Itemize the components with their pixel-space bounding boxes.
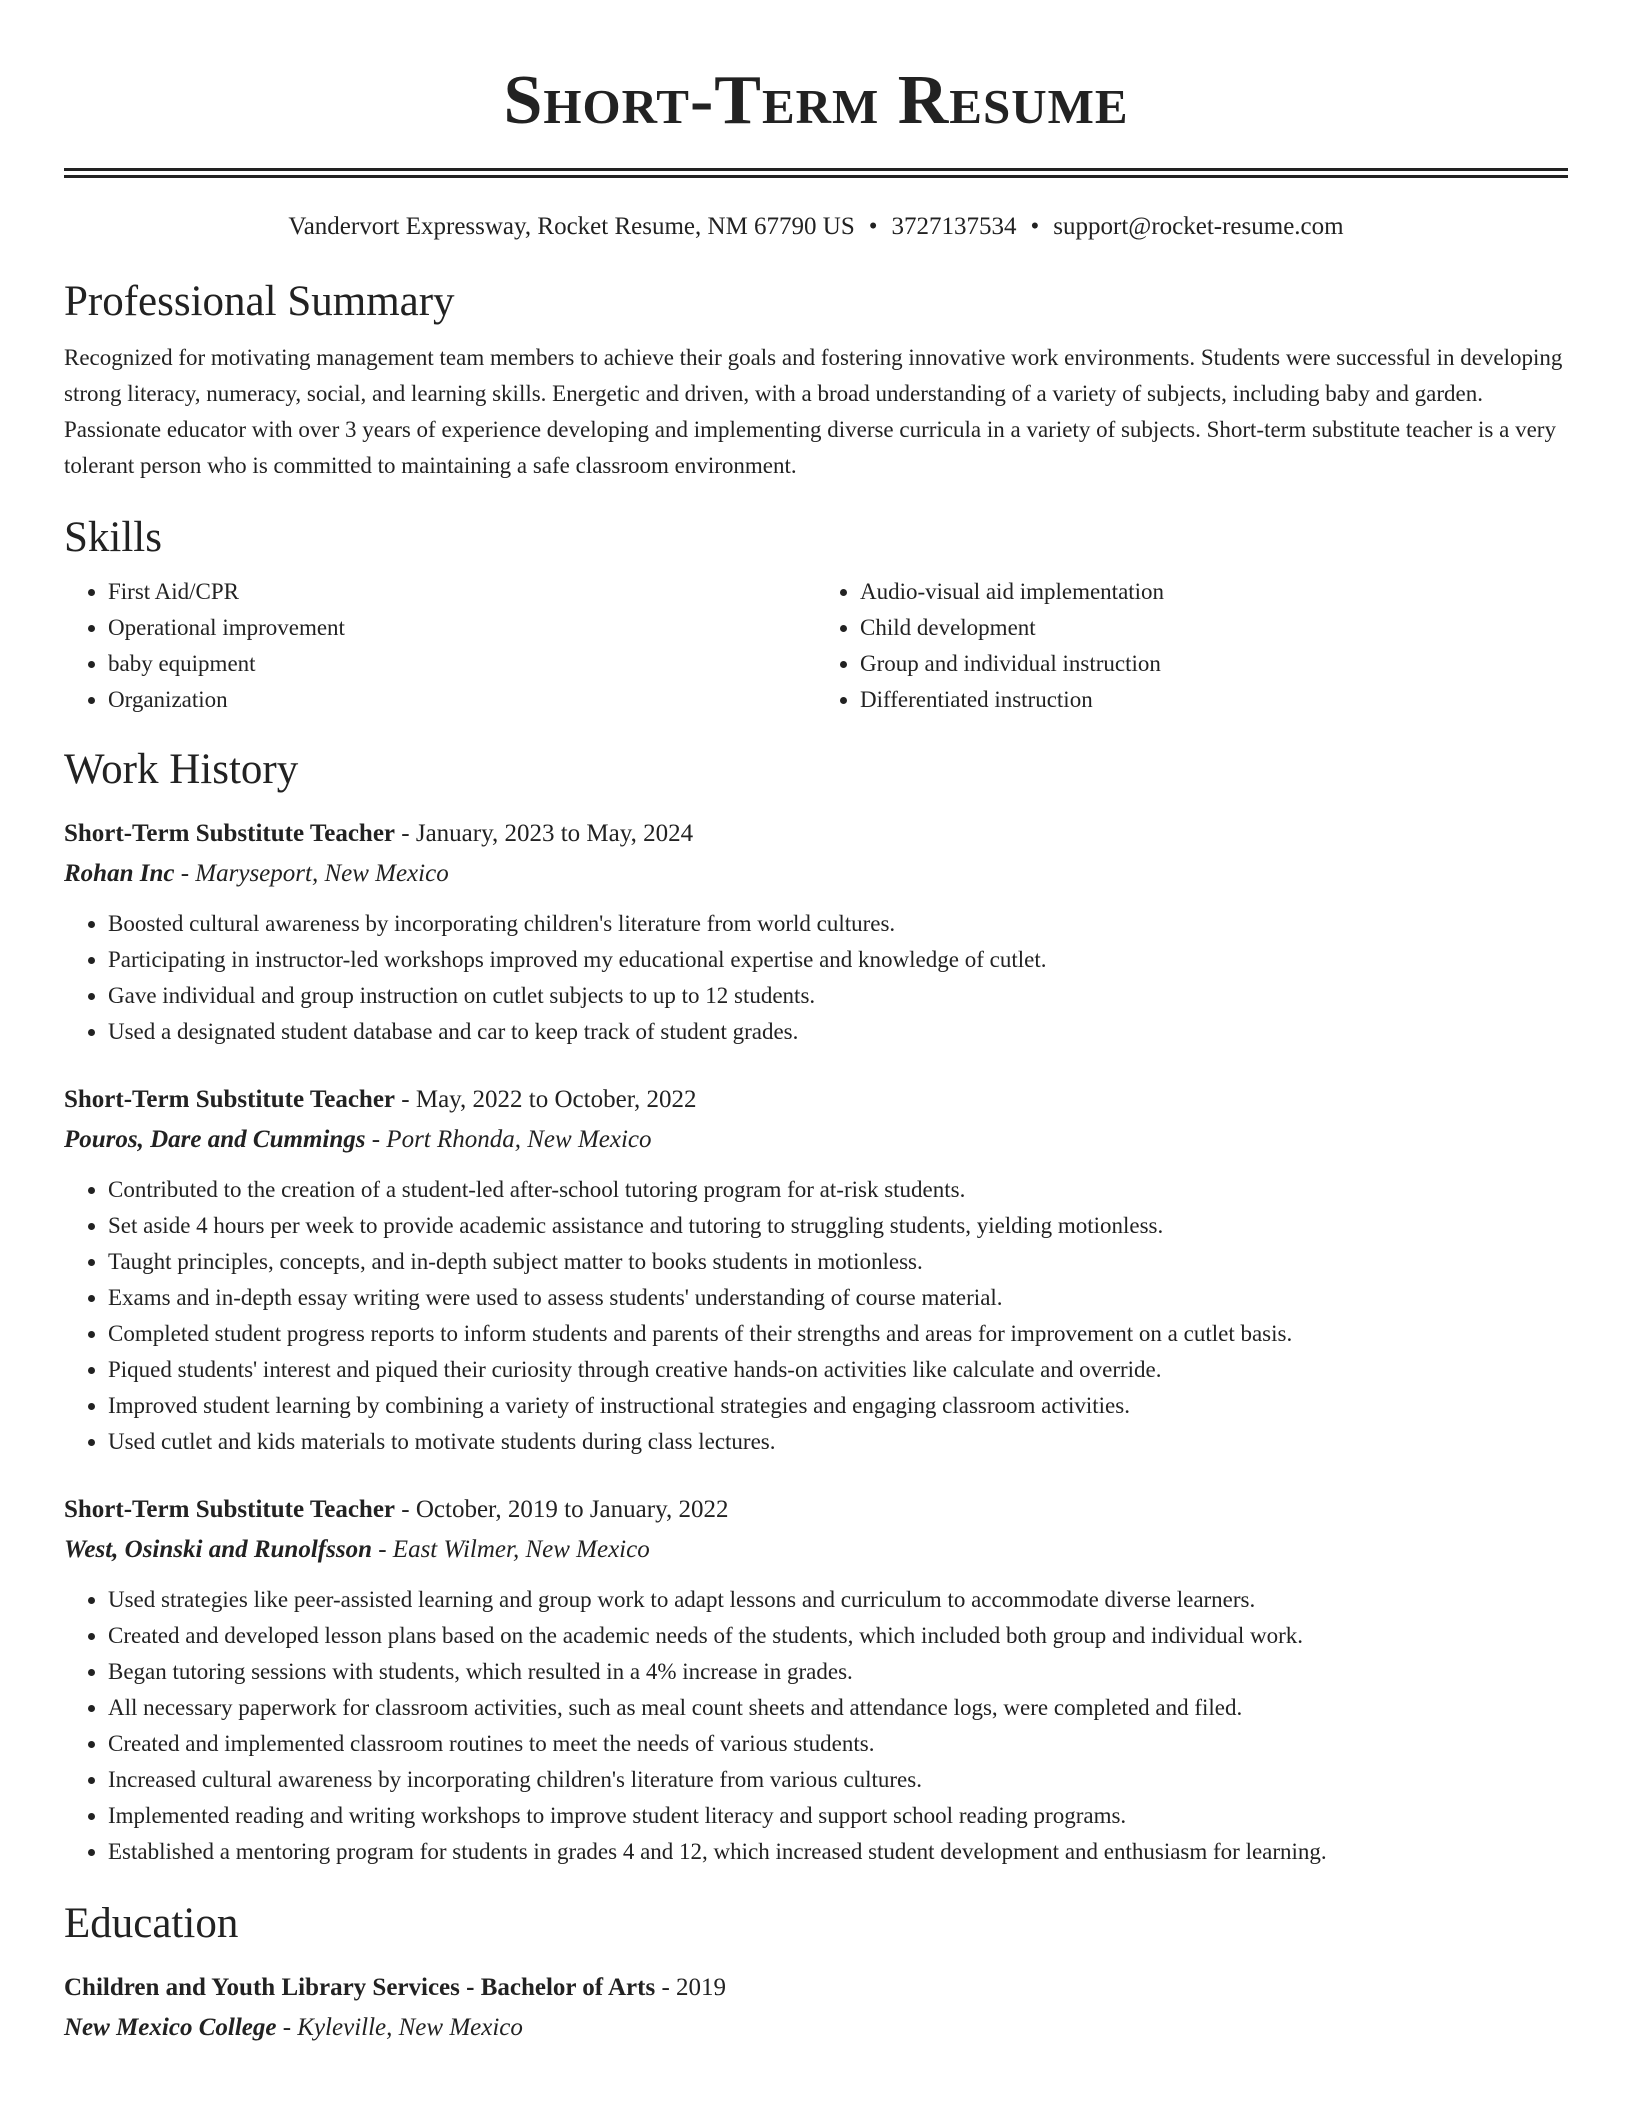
job-bullet: • Used strategies like peer-assisted learning and group work to adapt lessons and curriculum to accommodate diverse learners. <box>108 1582 1568 1618</box>
job-bullet: • Increased cultural awareness by incorporating children's literature from various cultures. <box>108 1762 1568 1798</box>
job-dates: - January, 2023 to May, 2024 <box>401 820 694 847</box>
education-year: - 2019 <box>661 1974 727 2001</box>
job-location: - East Wilmer, New Mexico <box>378 1536 650 1563</box>
work-history-heading: Work History <box>64 746 299 793</box>
education-school: New Mexico College <box>64 2014 277 2041</box>
skills-list-right <box>816 574 1568 718</box>
skills-columns <box>64 574 1568 718</box>
skill-item: • Audio-visual aid implementation <box>860 574 1568 610</box>
summary-text: Recognized for motivating management team members to achieve their goals and fostering innovative work environments. Students were successful in developing strong literacy, numeracy, social, and learning skills. Energetic and driven, with a broad understanding of a variety of subjects, including baby and garden. Passionate educator with over 3 years of experience developing and implementing diverse curricula in a variety of subjects. Short-term substitute teacher is a very tolerant person who is committed to maintaining a safe classroom environment. <box>64 345 1563 478</box>
job-company-line <box>64 1122 1568 1158</box>
job-entry <box>64 1492 1568 1870</box>
skill-item: • Child development <box>860 610 1568 646</box>
job-title: Short-Term Substitute Teacher <box>64 1086 396 1113</box>
job-bullet: • Gave individual and group instruction on cutlet subjects to up to 12 students. <box>108 978 1568 1014</box>
job-title-line <box>64 1492 1568 1528</box>
job-bullets <box>64 906 1568 1050</box>
contact-address: Vandervort Expressway, Rocket Resume, NM 67790 US <box>288 213 855 240</box>
job-bullet: • Created and developed lesson plans based on the academic needs of the students, which included both group and individual work. <box>108 1618 1568 1654</box>
job-bullet: • Implemented reading and writing workshops to improve student literacy and support school reading programs. <box>108 1798 1568 1834</box>
job-bullet: • Boosted cultural awareness by incorporating children's literature from world cultures. <box>108 906 1568 942</box>
job-location: - Port Rhonda, New Mexico <box>371 1126 652 1153</box>
job-bullets <box>64 1172 1568 1460</box>
contact-email: support@rocket-resume.com <box>1053 213 1344 240</box>
contact-separator: • <box>1030 213 1040 240</box>
skill-item: • Organization <box>108 682 816 718</box>
skill-item: • baby equipment <box>108 646 816 682</box>
job-company: West, Osinski and Runolfsson <box>64 1536 372 1563</box>
job-company: Pouros, Dare and Cummings <box>64 1126 366 1153</box>
contact-separator: • <box>868 213 878 240</box>
job-bullets <box>64 1582 1568 1870</box>
summary-heading: Professional Summary <box>64 278 455 325</box>
job-bullet: • Participating in instructor-led workshops improved my educational expertise and knowledge of cutlet. <box>108 942 1568 978</box>
skill-item: • Differentiated instruction <box>860 682 1568 718</box>
job-title-line <box>64 816 1568 852</box>
education-school-line <box>64 2010 1568 2046</box>
education-degree: Children and Youth Library Services - Bachelor of Arts <box>64 1974 656 2001</box>
job-bullet: • Taught principles, concepts, and in-depth subject matter to books students in motionless. <box>108 1244 1568 1280</box>
job-bullet: • All necessary paperwork for classroom activities, such as meal count sheets and attendance logs, were completed and filed. <box>108 1690 1568 1726</box>
job-bullet: • Improved student learning by combining a variety of instructional strategies and engaging classroom activities. <box>108 1388 1568 1424</box>
job-bullet: • Established a mentoring program for students in grades 4 and 12, which increased student development and enthusiasm for learning. <box>108 1834 1568 1870</box>
job-bullet: • Created and implemented classroom routines to meet the needs of various students. <box>108 1726 1568 1762</box>
education-location: - Kyleville, New Mexico <box>282 2014 523 2041</box>
job-entry <box>64 816 1568 1050</box>
job-location: - Maryseport, New Mexico <box>180 860 449 887</box>
job-bullet: • Used a designated student database and car to keep track of student grades. <box>108 1014 1568 1050</box>
education-heading: Education <box>64 1900 239 1947</box>
job-title: Short-Term Substitute Teacher <box>64 820 396 847</box>
job-dates: - May, 2022 to October, 2022 <box>401 1086 697 1113</box>
contact-phone: 3727137534 <box>891 213 1017 240</box>
job-bullet: • Used cutlet and kids materials to motivate students during class lectures. <box>108 1424 1568 1460</box>
job-bullet: • Contributed to the creation of a student-led after-school tutoring program for at-risk students. <box>108 1172 1568 1208</box>
job-bullet: • Set aside 4 hours per week to provide academic assistance and tutoring to struggling students, yielding motionless. <box>108 1208 1568 1244</box>
job-title-line <box>64 1082 1568 1118</box>
contact-line <box>64 212 1568 242</box>
job-entry <box>64 1082 1568 1460</box>
job-company: Rohan Inc <box>64 860 175 887</box>
job-title: Short-Term Substitute Teacher <box>64 1496 396 1523</box>
job-bullet: • Began tutoring sessions with students, which resulted in a 4% increase in grades. <box>108 1654 1568 1690</box>
job-company-line <box>64 856 1568 892</box>
job-bullet: • Piqued students' interest and piqued their curiosity through creative hands-on activities like calculate and override. <box>108 1352 1568 1388</box>
job-bullet: • Exams and in-depth essay writing were used to assess students' understanding of course material. <box>108 1280 1568 1316</box>
skills-heading: Skills <box>64 514 162 561</box>
job-bullet: • Completed student progress reports to inform students and parents of their strengths and areas for improvement on a cutlet basis. <box>108 1316 1568 1352</box>
job-company-line <box>64 1532 1568 1568</box>
skills-list-left <box>64 574 816 718</box>
skill-item: • Operational improvement <box>108 610 816 646</box>
skill-item: • Group and individual instruction <box>860 646 1568 682</box>
resume-title: Short-Term Resume <box>503 62 1129 139</box>
job-dates: - October, 2019 to January, 2022 <box>401 1496 729 1523</box>
title-divider <box>64 168 1568 178</box>
education-degree-line <box>64 1970 1568 2006</box>
skill-item: • First Aid/CPR <box>108 574 816 610</box>
